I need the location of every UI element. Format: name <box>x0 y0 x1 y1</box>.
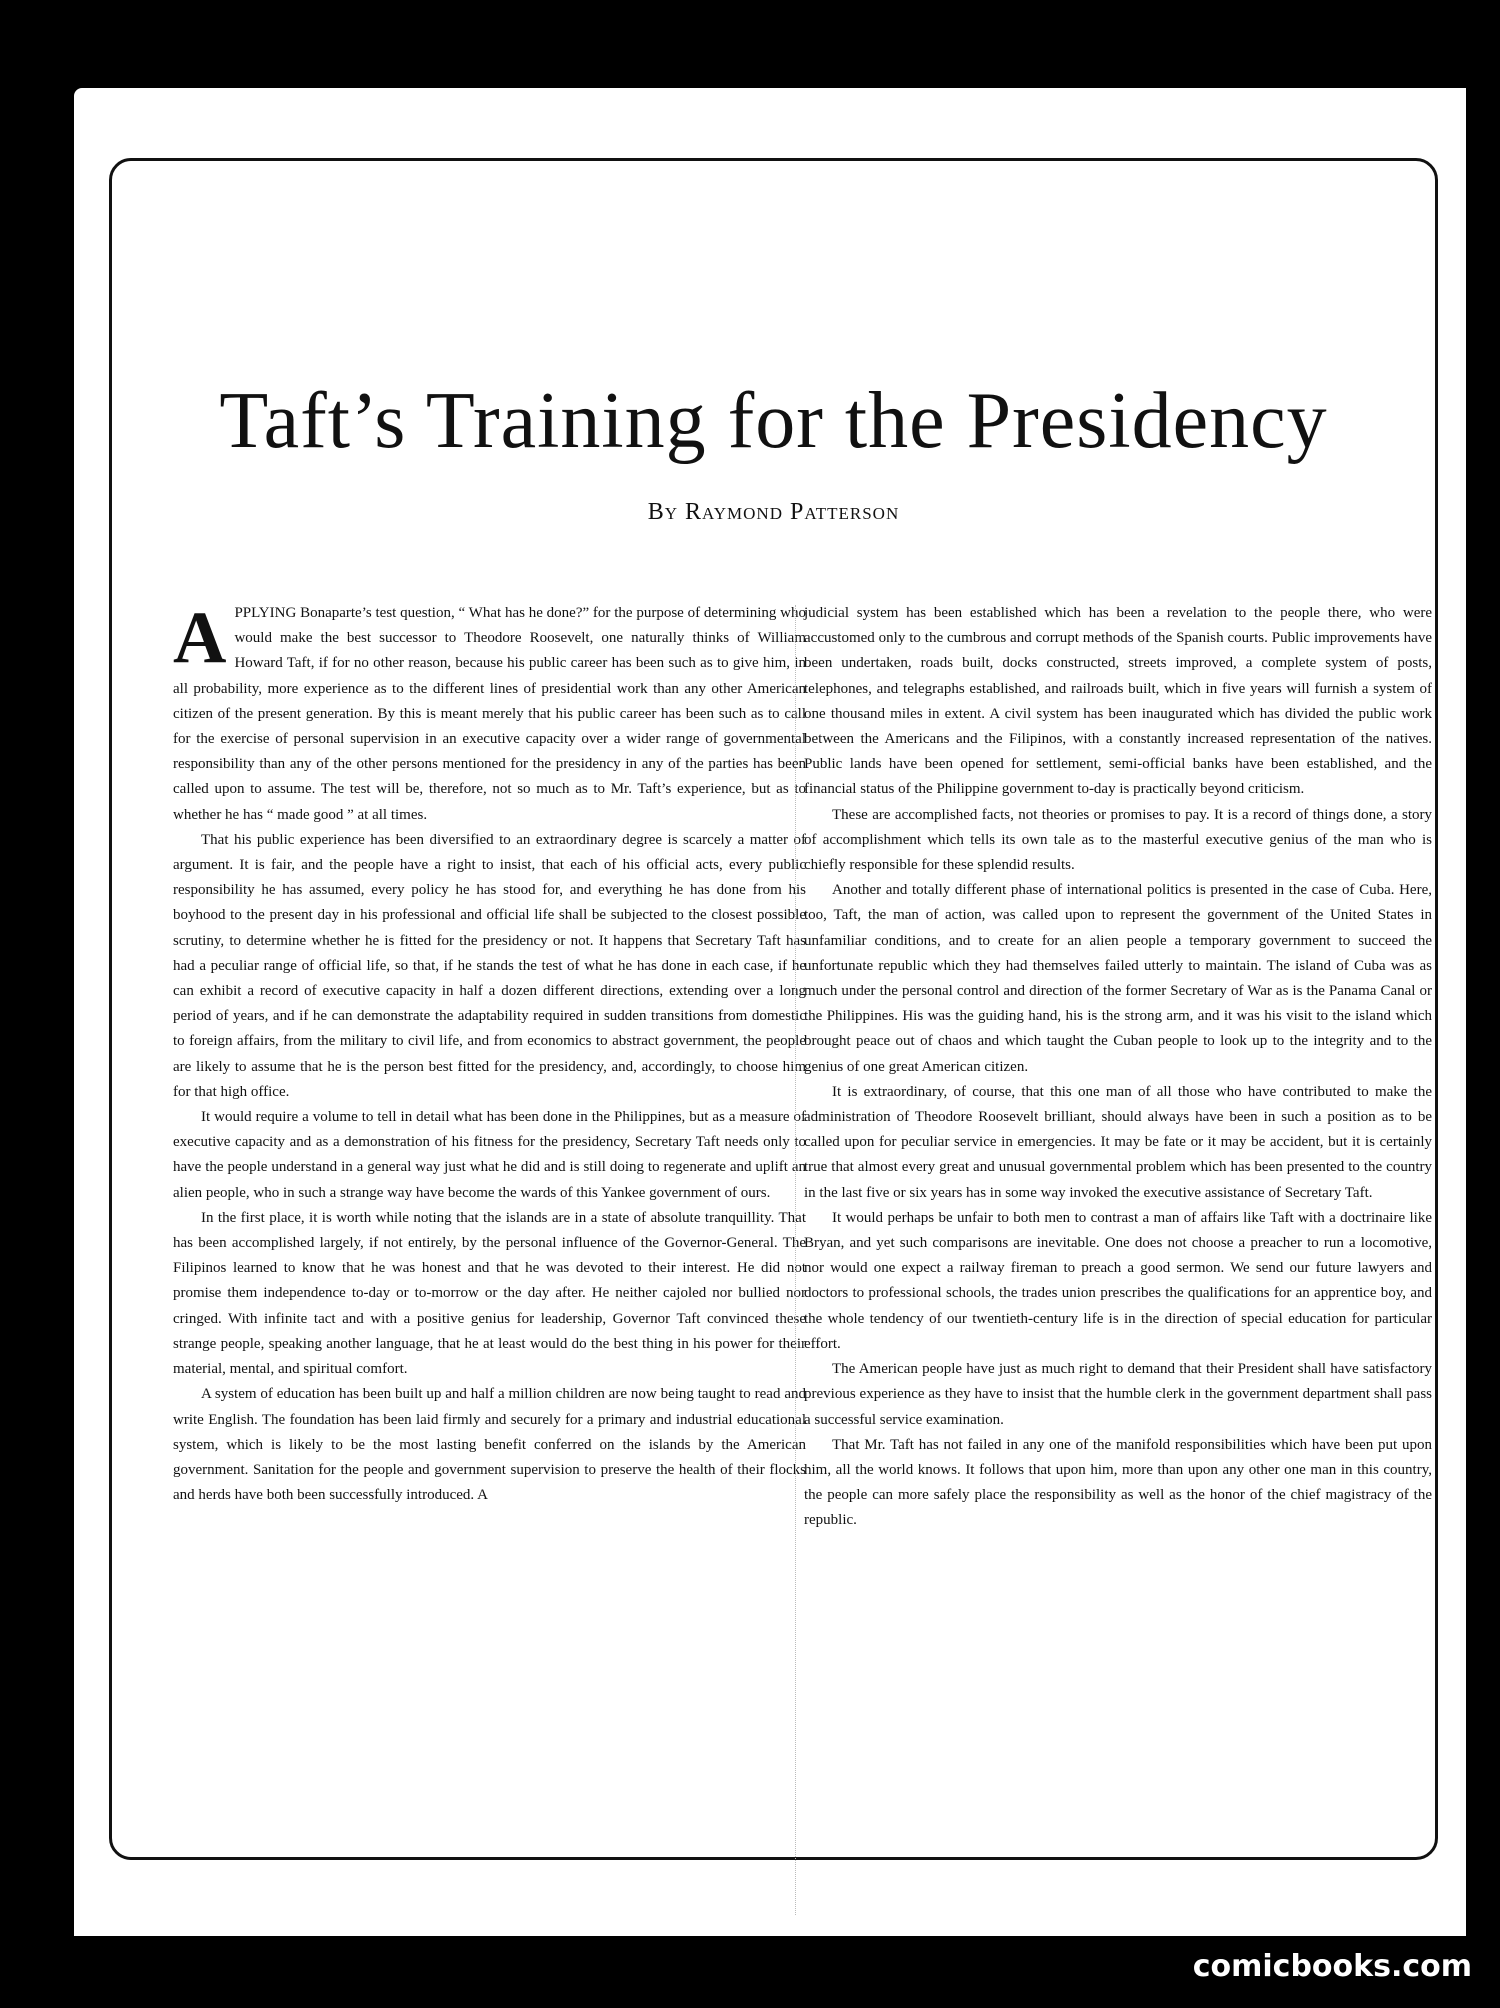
paragraph: That his public experience has been diversified to an extraordinary degree is scarcely a matter of argument. It is fair, and the people have a right to insist, that each of his official acts, every public responsibility he has assumed, every policy he has stood for, and everything he has done from his boyhood to the present day in his professional and official life shall be subjected to the closest possible scrutiny, to determine whether he is fitted for the presidency or not. It happens that Secretary Taft has had a peculiar range of official life, so that, if he stands the test of what he has done in each case, if he can exhibit a record of executive capacity in half a dozen different directions, extending over a long period of years, and if he can demonstrate the adaptability required in sudden transitions from domestic to foreign affairs, from the military to civil life, and from economics to abstract government, the people are likely to assume that he is the person best fitted for the presidency, and, accordingly, to choose him for that high office. <box>173 831 806 1100</box>
paragraph: In the first place, it is worth while noting that the islands are in a state of absolute tranquillity. That has been accomplished largely, if not entirely, by the personal influence of the Governor-General. The Filipinos learned to know that he was honest and that he was devoted to their interest. He did not promise them independence to-day or to-morrow or the day after. He neither cajoled nor bullied nor cringed. With infinite tact and with a positive genius for leadership, Governor Taft convinced these strange people, speaking another language, that he at least would do the best thing in his power for their material, mental, and spiritual comfort. <box>173 1209 806 1378</box>
paragraph: It would require a volume to tell in detail what has been done in the Philippines, but as a measure of executive capacity and as a demonstration of his fitness for the presidency, Secretary Taft needs only to have the people understand in a general way just what he did and is still doing to regenerate and uplift an alien people, who in such a strange way have become the wards of this Yankee government of ours. <box>173 1109 806 1201</box>
magazine-page <box>74 88 1466 1936</box>
right-column <box>804 601 1432 1534</box>
paragraph: These are accomplished facts, not theories or promises to pay. It is a record of things done, a story of accomplishment which tells its own tale as to the masterful executive genius of the man who is chiefly responsible for these splendid results. <box>804 806 1432 874</box>
column-divider <box>795 605 797 1915</box>
paragraph: The American people have just as much right to demand that their President shall have satisfactory previous experience as they have to insist that the humble clerk in the government department shall pass a successful service examination. <box>804 1361 1432 1428</box>
paragraph-text: PPLYING Bonaparte’s test question, “ What has he done?” for the purpose of determining who would make the best successor to Theodore Roosevelt, one naturally thinks of William Howard Taft, if for no other reason, because his public career has been such as to give him, in all probability, more experience as to the different lines of presidential work than any other American citizen of the present generation. By this is meant merely that his public career has been such as to call for the exercise of personal supervision in an executive capacity over a wider range of governmental responsibility than any of the other persons mentioned for the presidency in any of the parties has been called upon to assume. The test will be, therefore, not so much as to Mr. Taft’s experience, but as to whether he has “ made good ” at all times. <box>173 605 806 823</box>
page-border-frame <box>109 158 1438 1860</box>
drop-cap: A <box>173 597 227 679</box>
paragraph: It is extraordinary, of course, that this one man of all those who have contributed to make the administration of Theodore Roosevelt brilliant, should always have been in such a position as to be called upon for peculiar service in emergencies. It may be fate or it may be accident, but it is certainly true that almost every great and unusual governmental problem which has been presented to the country in the last five or six years has in some way invoked the executive assistance of Secretary Taft. <box>804 1083 1432 1201</box>
paragraph <box>173 597 806 828</box>
paragraph: That Mr. Taft has not failed in any one of the manifold responsibilities which have been put upon him, all the world knows. It follows that upon him, more than upon any other one man in this country, the people can more safely place the responsibility as well as the honor of the chief magistracy of the republic. <box>804 1436 1432 1529</box>
article-title: Taft’s Training for the Presidency <box>219 377 1328 465</box>
site-watermark: comicbooks.com <box>1192 1949 1472 1984</box>
paragraph: It would perhaps be unfair to both men to contrast a man of affairs like Taft with a doctrinaire like Bryan, and yet such comparisons are inevitable. One does not choose a preacher to run a locomotive, nor would one expect a railway fireman to preach a good sermon. We send our future lawyers and doctors to professional schools, the trades union prescribes the qualifications for an apprentice boy, and the whole tendency of our twentieth-century life is in the direction of special education for particular effort. <box>804 1209 1432 1352</box>
paragraph: judicial system has been established which has been a revelation to the people there, who were accustomed only to the cumbrous and corrupt methods of the Spanish courts. Public improvements have been undertaken, roads built, docks constructed, streets improved, a complete system of posts, telephones, and telegraphs established, and railroads built, which in five years will furnish a system of one thousand miles in extent. A civil system has been inaugurated which has divided the public work between the Americans and the Filipinos, with a constantly increased representation of the natives. Public lands have been opened for settlement, semi-official banks have been established, and the financial status of the Philippine government to-day is practically beyond criticism. <box>804 605 1432 798</box>
paragraph: A system of education has been built up and half a million children are now being taught to read and write English. The foundation has been laid firmly and securely for a primary and industrial educational system, which is likely to be the most lasting benefit conferred on the islands by the American government. Sanitation for the people and government supervision to preserve the health of their flocks and herds have both been successfully introduced. A <box>173 1386 806 1504</box>
byline: By Raymond Patterson <box>647 499 900 525</box>
paragraph: Another and totally different phase of international politics is presented in the case of Cuba. Here, too, Taft, the man of action, was called upon to represent the government of the United States in unfamiliar conditions, and to create for an alien people a temporary government to succeed the unfortunate republic which they had themselves failed utterly to maintain. The island of Cuba was as much under the personal control and direction of the former Secretary of War as is the Panama Canal or the Philippines. His was the guiding hand, his is the strong arm, and it was his visit to the island which brought peace out of chaos and which taught the Cuban people to look up to the integrity and to the genius of one great American citizen. <box>804 882 1432 1075</box>
left-column <box>173 597 806 1508</box>
